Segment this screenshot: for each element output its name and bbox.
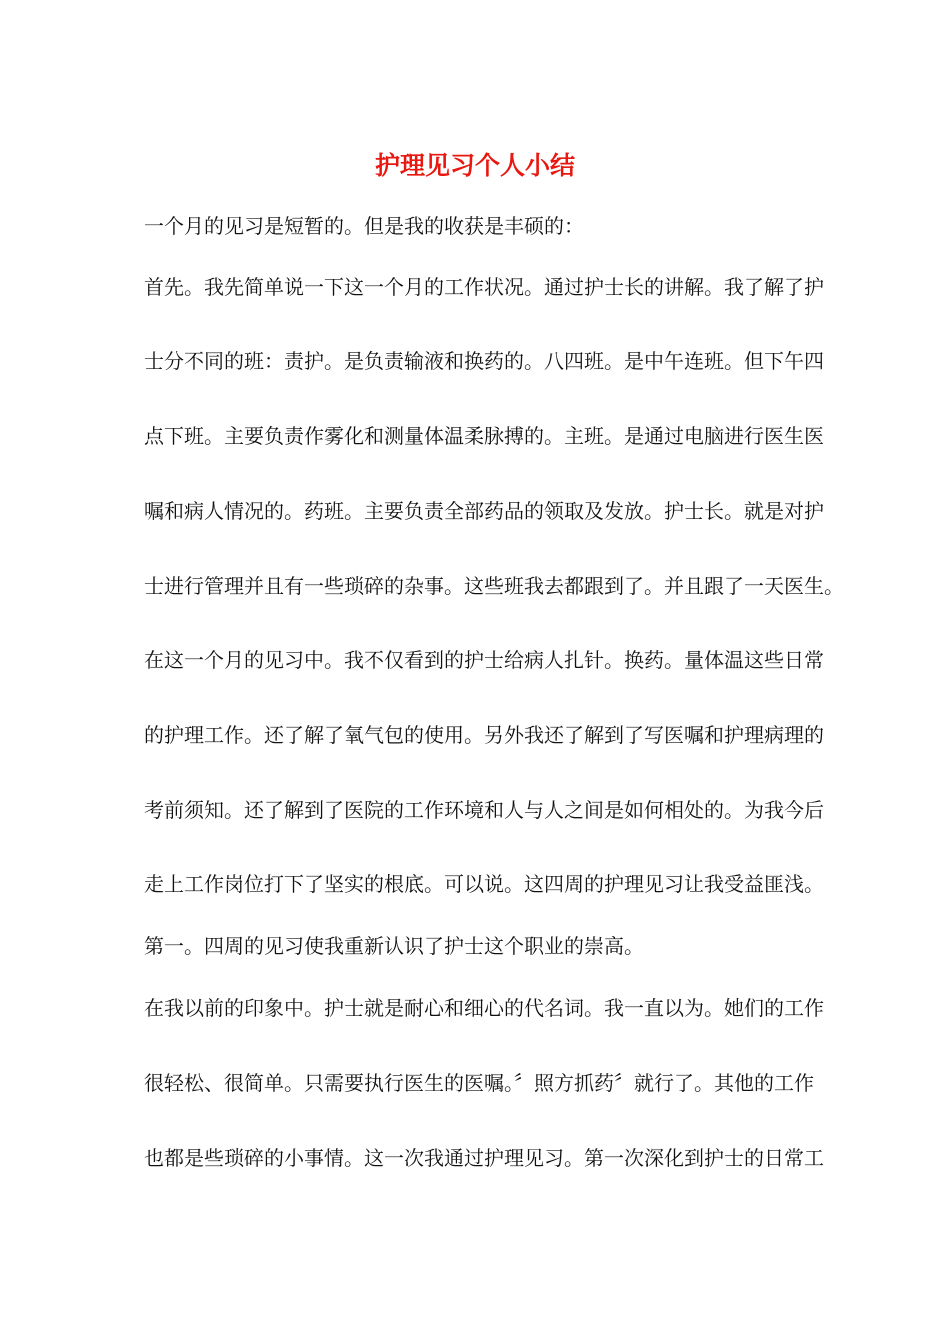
- paragraph-line: 嘱和病人情况的。药班。主要负责全部药品的领取及发放。护士长。就是对护: [144, 499, 824, 523]
- paragraph-line: 点下班。主要负责作雾化和测量体温柔脉搏的。主班。是通过电脑进行医生医: [144, 424, 824, 448]
- paragraph-line: 在我以前的印象中。护士就是耐心和细心的代名词。我一直以为。她们的工作: [144, 996, 824, 1020]
- paragraph-line: 第一。四周的见习使我重新认识了护士这个职业的崇高。: [144, 934, 644, 958]
- paragraph-line: 士进行管理并且有一些琐碎的杂事。这些班我去都跟到了。并且跟了一天医生。: [144, 574, 844, 598]
- paragraph-line: 在这一个月的见习中。我不仅看到的护士给病人扎针。换药。量体温这些日常: [144, 648, 824, 672]
- paragraph-line: 士分不同的班：责护。是负责输液和换药的。八四班。是中午连班。但下午四: [144, 349, 824, 373]
- paragraph-line: 很轻松、很简单。只需要执行医生的医嘱。〞照方抓药〞就行了。其他的工作: [144, 1071, 814, 1095]
- paragraph-line: 也都是些琐碎的小事情。这一次我通过护理见习。第一次深化到护士的日常工: [144, 1146, 824, 1170]
- paragraph-line: 考前须知。还了解到了医院的工作环境和人与人之间是如何相处的。为我今后: [144, 798, 824, 822]
- paragraph-line: 走上工作岗位打下了坚实的根底。可以说。这四周的护理见习让我受益匪浅。: [144, 872, 824, 896]
- paragraph-line: 一个月的见习是短暂的。但是我的收获是丰硕的：: [144, 214, 584, 238]
- document-title: 护理见习个人小结: [374, 151, 575, 180]
- paragraph-line: 的护理工作。还了解了氧气包的使用。另外我还了解到了写医嘱和护理病理的: [144, 723, 824, 747]
- paragraph-line: 首先。我先简单说一下这一个月的工作状况。通过护士长的讲解。我了解了护: [144, 275, 824, 299]
